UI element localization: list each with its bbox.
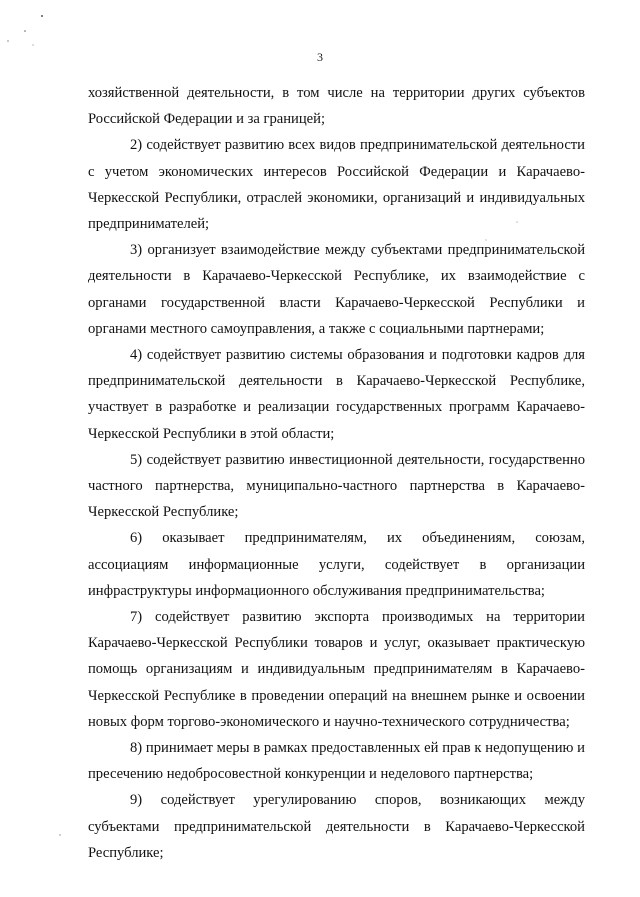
list-item-3: 3) организует взаимодействие между субъектами предпринимательской деятельности в Карачаево-Черкесской Республике, их взаимодействие с органами государственной власти Карачаево-Черкесской Республики и органами местного самоуправления, а также с социальными партнерами; bbox=[88, 242, 585, 337]
page-number: 3 bbox=[317, 50, 323, 64]
paragraph-continuation: хозяйственной деятельности, в том числе на территории других субъектов Российской Федерации и за границей; bbox=[88, 85, 585, 128]
list-item-7: 7) содействует развитию экспорта производимых на территории Карачаево-Черкесской Республики товаров и услуг, оказывает практическую помощь организациям и индивидуальным предпринимателям в Карачаево-Черкесской Республике в проведении операций на внешнем рынке и освоении новых форм торгово-экономического и научно-технического сотрудничества; bbox=[88, 609, 585, 730]
list-item-5: 5) содействует развитию инвестиционной деятельности, государственно частного партнерства, муниципально-частного партнерства в Карачаево-Черкесской Республике; bbox=[88, 451, 585, 521]
list-item-2: 2) содействует развитию всех видов предпринимательской деятельности с учетом экономических интересов Российской Федерации и Карачаево-Черкесской Республики, отраслей экономики, организаций и индивидуальных предпринимателей; bbox=[88, 137, 585, 233]
list-item-9: 9) содействует урегулированию споров, возникающих между субъектами предпринимательской деятельности в Карачаево-Черкесской Республике; bbox=[88, 792, 585, 861]
list-item-6: 6) оказывает предпринимателям, их объединениям, союзам, ассоциациям информационные услуги, содействует в организации инфраструктуры информационного обслуживания предпринимательства; bbox=[88, 530, 585, 599]
list-item-8: 8) принимает меры в рамках предоставленных ей прав к недопущению и пресечению недобросовестной конкуренции и неделового партнерства; bbox=[88, 740, 585, 783]
document-body bbox=[88, 80, 585, 866]
list-item-4: 4) содействует развитию системы образования и подготовки кадров для предпринимательской деятельности в Карачаево-Черкесской Республике, участвует в разработке и реализации государственных программ Карачаево-Черкесской Республики в этой области; bbox=[88, 347, 585, 442]
